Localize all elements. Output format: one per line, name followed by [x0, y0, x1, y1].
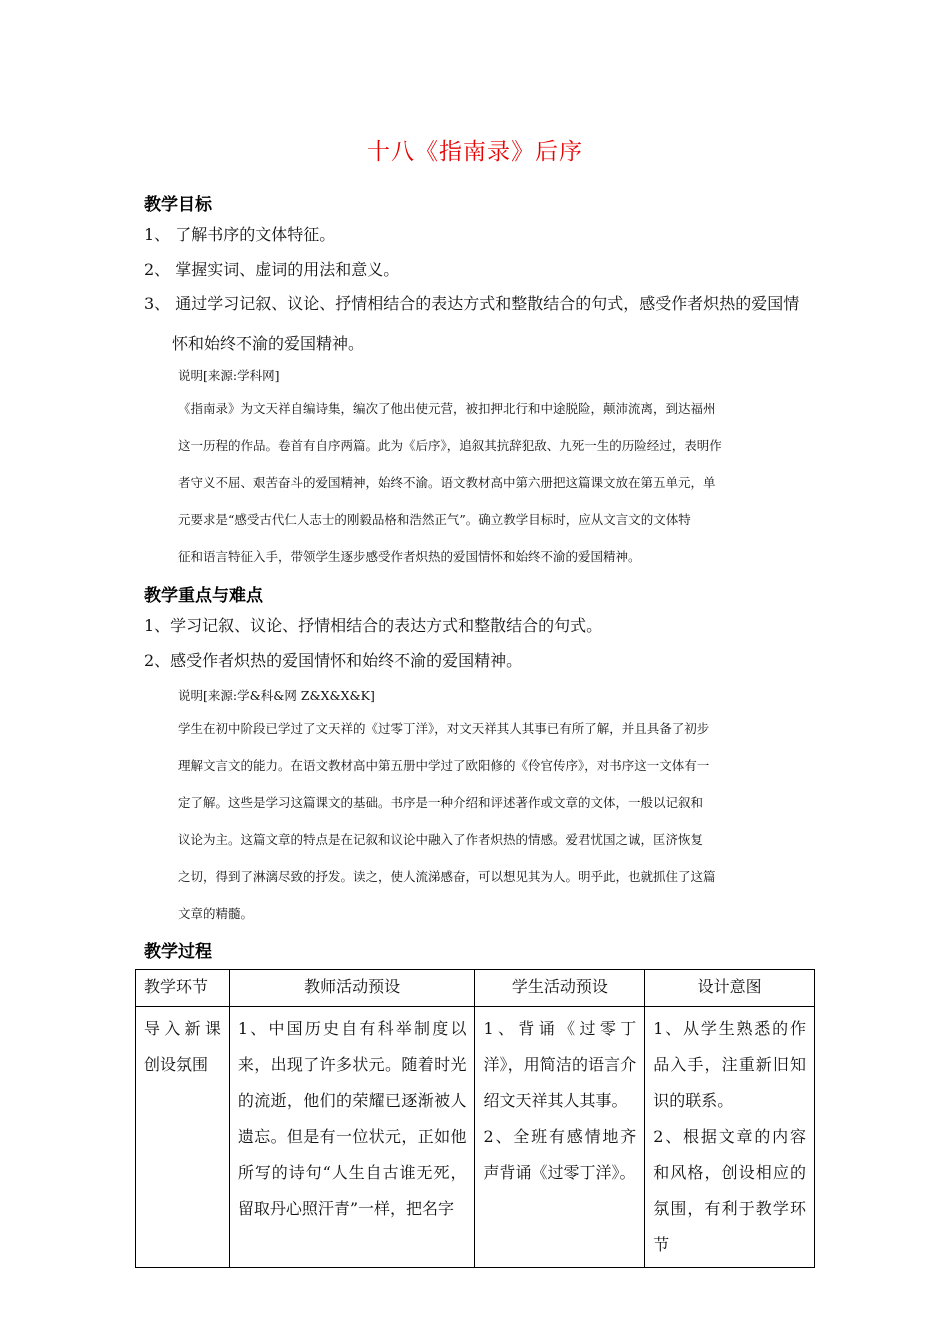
table-cell-teacher: 1、中国历史自有科举制度以来，出现了许多状元。随着时光的流逝，他们的荣耀已逐渐被人遗忘。但是有一位状元，正如他所写的诗句“人生自古谁无死，留取丹心照汗青”一样，把名字: [229, 1007, 475, 1268]
table-header-cell: 教学环节: [136, 970, 230, 1007]
section-heading-key-points: 教学重点与难点: [144, 586, 263, 606]
key-points-note-line: 定了解。这些是学习这篇课文的基础。书序是一种介绍和评述著作或文章的文体，一般以记叙和: [178, 795, 704, 810]
student-activity-1: 1、背诵《过零丁洋》，用简洁的语言介绍文天祥其人其事。: [483, 1019, 637, 1110]
goal-item-2: 2、 掌握实词、虚词的用法和意义。: [144, 260, 400, 279]
goals-note-line: 《指南录》为文天祥自编诗集，编次了他出使元营，被扣押北行和中途脱险，颠沛流离，到达福州: [178, 401, 716, 416]
goals-note-line: 元要求是“感受古代仁人志士的刚毅品格和浩然正气”。确立教学目标时，应从文言文的文体特: [178, 512, 691, 527]
section-heading-goals: 教学目标: [144, 195, 212, 215]
goal-item-1: 1、 了解书序的文体特征。: [144, 225, 336, 244]
key-points-note-line: 议论为主。这篇文章的特点是在记叙和议论中融入了作者炽热的情感。爱君忧国之诚，匡济恢复: [178, 832, 704, 847]
teaching-process-table: [135, 969, 815, 1268]
table-cell-stage: 导入新课创设氛围: [136, 1007, 230, 1268]
goals-note-label: 说明[来源:学科网]: [178, 368, 280, 383]
goals-note-line: 者守义不屈、艰苦奋斗的爱国精神，始终不渝。语文教材高中第六册把这篇课文放在第五单元，单: [178, 475, 716, 490]
key-points-note-line: 理解文言文的能力。在语文教材高中第五册中学过了欧阳修的《伶官传序》，对书序这一文体有一: [178, 758, 710, 773]
key-points-note-line: 文章的精髓。: [178, 906, 254, 921]
table-cell-intent: [645, 1007, 815, 1268]
goals-note: [178, 390, 798, 575]
page-title: 十八《指南录》后序: [367, 139, 583, 165]
table-header-cell: 设计意图: [645, 970, 815, 1007]
goals-note-line: 这一历程的作品。卷首有自序两篇。此为《后序》，追叙其抗辞犯敌、九死一生的历险经过，表明作: [178, 438, 722, 453]
goal-item-3: 3、 通过学习记叙、议论、抒情相结合的表达方式和整散结合的句式，感受作者炽热的爱国情: [144, 294, 800, 313]
key-points-note-line: 之切，得到了淋漓尽致的抒发。读之，使人流涕感奋，可以想见其为人。明乎此，也就抓住了这篇: [178, 869, 716, 884]
goal-item-3-continued: 怀和始终不渝的爱国精神。: [172, 334, 365, 353]
table-cell-student: [475, 1007, 645, 1268]
table-header-row: [136, 970, 815, 1007]
design-intent-1: 1、从学生熟悉的作品入手，注重新旧知识的联系。: [653, 1019, 806, 1110]
key-points-note-label: 说明[来源:学&科&网 Z&X&X&K]: [178, 688, 375, 703]
student-activity-2: 2、全班有感情地齐声背诵《过零丁洋》。: [483, 1127, 637, 1182]
table-row: [136, 1007, 815, 1268]
goals-note-line: 征和语言特征入手，带领学生逐步感受作者炽热的爱国情怀和始终不渝的爱国精神。: [178, 549, 641, 564]
key-point-item-2: 2、感受作者炽热的爱国情怀和始终不渝的爱国精神。: [144, 651, 523, 670]
table-header-cell: 教师活动预设: [229, 970, 475, 1007]
key-points-note: [178, 710, 798, 932]
key-point-item-1: 1、学习记叙、议论、抒情相结合的表达方式和整散结合的句式。: [144, 616, 603, 635]
design-intent-2: 2、根据文章的内容和风格，创设相应的氛围，有利于教学环节: [653, 1127, 806, 1254]
table-header-cell: 学生活动预设: [475, 970, 645, 1007]
key-points-note-line: 学生在初中阶段已学过了文天祥的《过零丁洋》，对文天祥其人其事已有所了解，并且具备了初步: [178, 721, 710, 736]
section-heading-process: 教学过程: [144, 942, 212, 962]
